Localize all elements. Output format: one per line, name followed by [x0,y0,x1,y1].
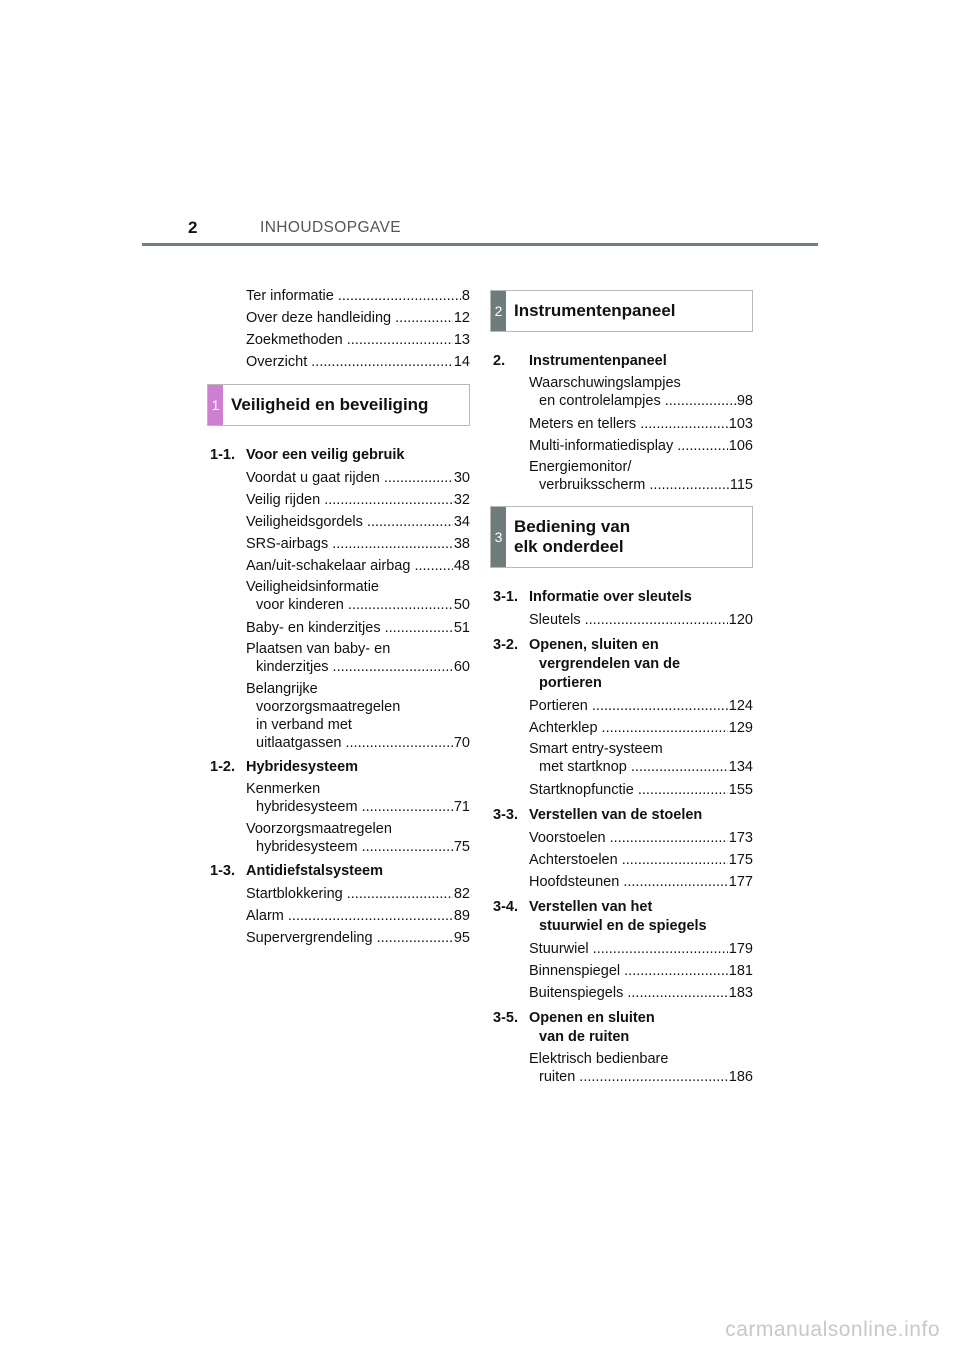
section-heading: 1-3. Antidiefstalsysteem [210,863,383,879]
toc-entry[interactable]: Veiligheidsgordels ..... 34 [210,512,470,532]
toc-entry[interactable]: Ter informatie ..... 8 [210,286,470,306]
chapter-tab: 1 [208,385,223,425]
toc-entry[interactable]: Baby- en kinderzitjes ..... 51 [210,618,470,638]
section-heading: 3-1. Informatie over sleutels [493,589,692,605]
toc-entry[interactable]: Voorzorgsmaatregelen hybridesysteem ..... 75 [210,820,470,856]
toc-entry[interactable]: Portieren ..... 124 [493,696,753,716]
watermark-logo: carmanualsonline.info [725,1318,940,1341]
section-heading: 3-3. Verstellen van de stoelen [493,807,703,823]
toc-entry[interactable]: Over deze handleiding ..... 12 [210,308,470,328]
toc-right-column [493,290,753,1090]
section-heading: 3-4. Verstellen van het stuurwiel en de spiegels [493,899,707,934]
toc-entry[interactable]: Veilig rijden ..... 32 [210,490,470,510]
toc-entry[interactable]: Startknopfunctie ..... 155 [493,780,753,800]
section-heading: 2. Instrumentenpaneel [493,353,667,369]
toc-entry[interactable]: Waarschuwingslampjes en controlelampjes ..... 98 [493,374,753,410]
section-heading: 1-1. Voor een veilig gebruik [210,447,405,463]
toc-entry[interactable]: Startblokkering ..... 82 [210,884,470,904]
toc-entry[interactable]: Aan/uit-schakelaar airbag ..... 48 [210,556,470,576]
toc-entry[interactable]: Voordat u gaat rijden ..... 30 [210,468,470,488]
toc-entry[interactable]: Kenmerken hybridesysteem ..... 71 [210,780,470,816]
chapter-1-heading[interactable] [207,384,470,426]
toc-entry[interactable]: Energiemonitor/ verbruiksscherm ..... 115 [493,458,753,494]
toc-entry[interactable]: Elektrisch bedienbare ruiten ..... 186 [493,1050,753,1086]
section-heading: 1-2. Hybridesysteem [210,759,359,775]
header-rule [142,243,818,246]
toc-entry[interactable]: Supervergrendeling ..... 95 [210,928,470,948]
section-heading: 3-2. Openen, sluiten en vergrendelen van de portieren [493,637,681,691]
chapter-3-heading[interactable] [490,506,753,568]
toc-entry[interactable]: Sleutels ..... 120 [493,610,753,630]
toc-entry[interactable]: Overzicht ..... 14 [210,352,470,372]
toc-entry[interactable]: Belangrijke voorzorgsmaatregelen in verband met uitlaatgassen ..... 70 [210,680,470,752]
toc-entry[interactable]: Smart entry-systeem met startknop ..... 134 [493,740,753,776]
chapter-tab: 2 [491,291,506,331]
toc-entry[interactable]: Buitenspiegels ..... 183 [493,983,753,1003]
toc-entry[interactable]: Veiligheidsinformatie voor kinderen ..... 50 [210,578,470,614]
toc-left-column [210,286,470,950]
section-heading: 3-5. Openen en sluiten van de ruiten [493,1010,655,1045]
toc-entry[interactable]: Hoofdsteunen ..... 177 [493,872,753,892]
toc-entry[interactable]: Voorstoelen ..... 173 [493,828,753,848]
toc-entry[interactable]: SRS-airbags ..... 38 [210,534,470,554]
chapter-2-heading[interactable] [490,290,753,332]
toc-entry[interactable]: Alarm ..... 89 [210,906,470,926]
toc-entry[interactable]: Zoekmethoden ..... 13 [210,330,470,350]
chapter-title: Instrumentenpaneel [514,301,676,320]
toc-entry[interactable]: Meters en tellers ..... 103 [493,414,753,434]
chapter-title: Veiligheid en beveiliging [231,395,429,414]
toc-entry[interactable]: Achterstoelen ..... 175 [493,850,753,870]
chapter-tab: 3 [491,507,506,567]
toc-entry[interactable]: Multi-informatiedisplay ..... 106 [493,436,753,456]
page-header-title: INHOUDSOPGAVE [260,219,401,236]
chapter-title: Bediening van elk onderdeel [514,517,631,556]
page-number: 2 [188,218,198,237]
toc-entry[interactable]: Binnenspiegel ..... 181 [493,961,753,981]
toc-entry[interactable]: Stuurwiel ..... 179 [493,939,753,959]
toc-entry[interactable]: Achterklep ..... 129 [493,718,753,738]
toc-entry[interactable]: Plaatsen van baby- en kinderzitjes ..... 60 [210,640,470,676]
